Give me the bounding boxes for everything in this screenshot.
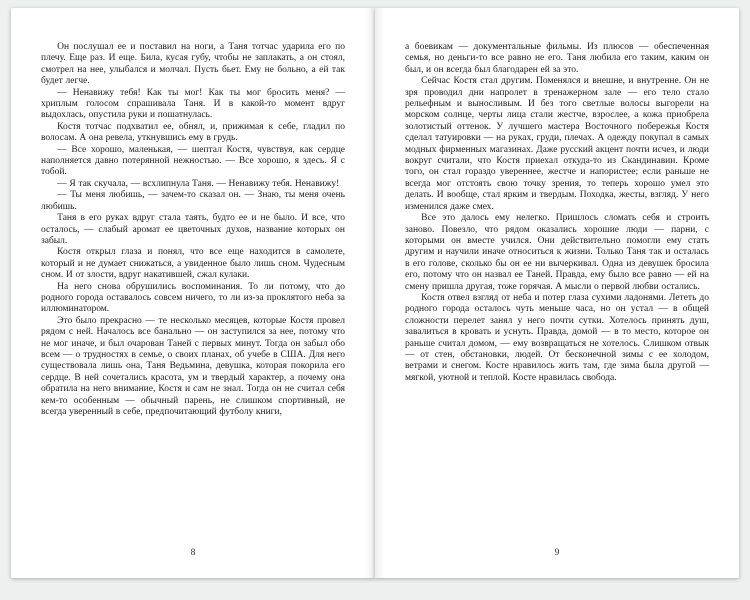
paragraph: Он послушал ее и поставил на ноги, а Таня тотчас ударила его по плечу. Еще раз. И еще. Била, кусая губу, чтобы не заплакать, а он стоял, смотрел на нее, улыбался и молчал. Пусть бьет. Ему не больно, а ей так будет легче. xyxy=(41,42,345,87)
paragraph: Это было прекрасно — те несколько месяцев, которые Костя провел рядом с ней. Началось все банально — он заступился за нее, потому что не мог иначе, и был очарован Таней с первых минут. Тогда он забыл обо всем — о трудностях в семье, о своих планах, об учебе в США. Для него существовала лишь она, Таня Ведьмина, девушка, которая покорила его сердце. В ней сочетались красота, ум и твердый характер, а почему она обратила на него внимание, Костя и сам не знал. Тогда он не считал себя кем-то особенным — обычный парень, не слишком спортивный, не всегда уверенный в себе, предпочитающий футболу книги, xyxy=(41,315,345,417)
paragraph: Костя тотчас подхватил ее, обнял, и, прижимая к себе, гладил по волосам. А она ревела, уткнувшись ему в грудь. xyxy=(41,121,345,144)
page-number-right: 9 xyxy=(554,548,560,558)
book-page-left xyxy=(11,8,375,578)
paragraph: — Я так скучала, — всхлипнула Таня. — Ненавижу тебя. Ненавижу! xyxy=(57,178,340,189)
paragraph: — Все хорошо, маленькая, — шептал Костя, чувствуя, как сердце наполняется давно потерянной нежностью. — Все хорошо, я здесь. Я с тобой. xyxy=(41,144,345,178)
paragraph: а боевикам — документальные фильмы. Из плюсов — обеспеченная семья, но деньги-то все равно не его. Таня любила его таким, каким он был, и он всегда был благодарен ей за это. xyxy=(405,42,709,75)
paragraph: Таня в его руках вдруг стала таять, будто ее и не было. И все, что осталось, — слабый аромат ее цветочных духов, название которых он забыл. xyxy=(41,213,345,246)
paragraph: Костя открыл глаза и понял, что все еще находится в самолете, который и не думает снижаться, а увиденное было лишь сном. Чудесным сном. И от злости, вдруг накатившей, сжал кулаки. xyxy=(41,247,345,281)
paragraph: Все это далось ему нелегко. Пришлось сломать себя и строить заново. Повезло, что рядом оказались хорошие люди — парни, с которыми он вместе учился. Они действительно помогли ему стать другим и научили иначе относиться к жизни. Только Таня так и осталась в его голове, сколько бы он ее ни вычеркивал. Одна из девушек бросила его, потому что он назвал ее Таней. Правда, ему было все равно — ей на смену пришла другая, тоже горячая. А мысли о первой любви остались. xyxy=(405,213,709,292)
page-text-right xyxy=(405,42,709,534)
page-text-left xyxy=(41,42,345,534)
page-number-left: 8 xyxy=(190,548,196,558)
paragraph: — Ненавижу тебя! Как ты мог! Как ты мог бросить меня? — хриплым голосом спрашивала Таня. И в какой-то момент вдруг выдохлась, опустила руки и пошатнулась. xyxy=(41,87,345,121)
paragraph: Костя отвел взгляд от неба и потер глаза сухими ладонями. Лететь до родного города осталось чуть меньше часа, но он устал — в общей сложности перелет занял у него почти сутки. Хотелось принять душ, завалиться в кровать и уснуть. Правда, домой — в то место, которое он раньше считал домом, — ему возвращаться не хотелось. Слишком отвык — от стен, обстановки, людей. От бесконечной зимы с ее холодом, ветрами и снегом. Косте нравилось жить там, где зима была другой — мягкой, уютной и теплой. Косте нравилась свобода. xyxy=(405,292,709,383)
paragraph: — Ты меня любишь, — зачем-то сказал он. — Знаю, ты меня очень любишь. xyxy=(41,190,345,212)
paragraph: Сейчас Костя стал другим. Поменялся и внешне, и внутренне. Он не зря проводил дни напролет в тренажерном зале — его тело стало рельефным и выносливым. И без того светлые волосы выгорели на морском солнце, черты лица стали жестче, взрослее, а кожа приобрела золотистый оттенок. У лучшего мастера Восточного побережья Костя сделал татуировки — на руках, груди, плечах. А одежду покупал в самых модных фирменных магазинах. Даже русский акцент почти исчез, и люди вокруг считали, что Костя приехал откуда-то из Скандинавии. Кроме того, он стал гораздо увереннее, жестче и напористее; если раньше не всегда мог отстоять свою точку зрения, то теперь хорошо умел это делать. И вообще, стал ярким и твердым. Походка, жесты, взгляд. У него изменился даже смех. xyxy=(405,76,709,212)
book-page-right xyxy=(375,8,739,578)
paragraph: На него снова обрушились воспоминания. То ли потому, что до родного города оставалось совсем ничего, то ли из-за проклятого неба за иллюминатором. xyxy=(41,281,345,315)
